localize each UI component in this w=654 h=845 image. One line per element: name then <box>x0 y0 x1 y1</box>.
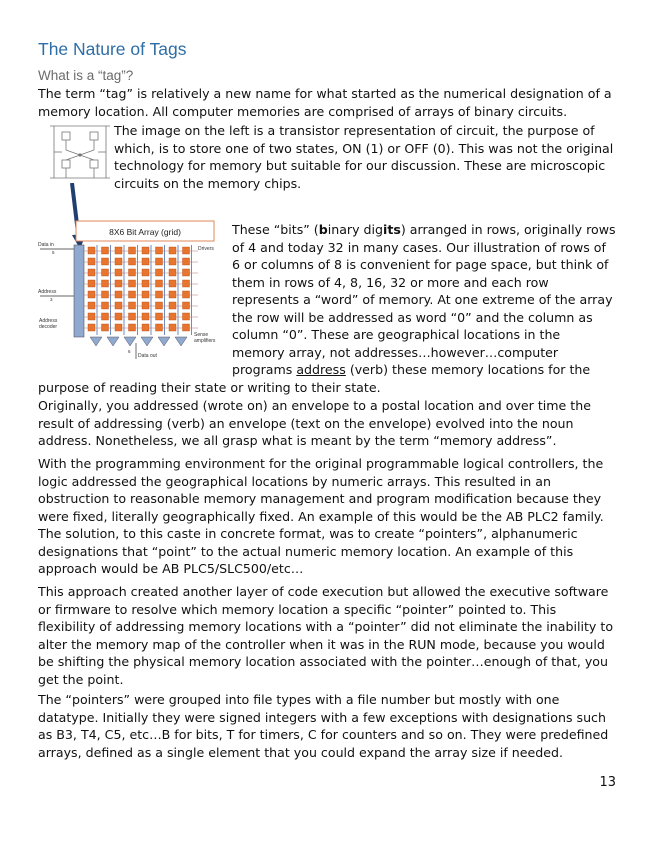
address-decoder-label-1: Address <box>39 318 58 324</box>
page-number: 13 <box>599 775 616 790</box>
transistor-circuit-figure <box>44 120 116 186</box>
data-in-width: 6 <box>52 250 55 255</box>
address-width: 3 <box>50 297 53 302</box>
page-title: The Nature of Tags <box>38 39 187 59</box>
section-subtitle: What is a “tag”? <box>38 68 134 83</box>
paragraph-bits: These “bits” (binary digits) arranged in rows, originally rows of 4 and today 32 in many cases. Our illustration of rows of 6 or columns of 8 is convenient for page space, but think of them in rows of 4, 8, 16, 32 or more and each row represents a “word” of memory. At one extreme of the array the row will be addressed as word “0” and the column as column “0”. These are geographical locations in the memory array, not addresses…however…computer programs address (verb) these memory locations for the purpose of reading their state or writing to their state. <box>38 222 616 395</box>
address-decoder-label-2: decoder <box>39 324 58 330</box>
paragraph-programming: With the programming environment for the original programmable logical controllers, the logic addressed the geographical locations by numeric arrays. This resulted in an obstruction to reasonable memory management and program modification because they were fixed, literally geographically fixed. An example of this would be the AB PLC2 family. The solution, to this caste in concrete format, was to create “pointers”, alphanumeric designations that “point” to the actual numeric memory location. An example of this approach would be AB PLC5/SLC500/etc… <box>38 456 604 576</box>
paragraph-file-types: The “pointers” were grouped into file types with a file number but mostly with one datatype. Initially they were signed integers with a few exceptions with designations such as B3, T4, C5, etc…B for bits, T for timers, C for counters and so on. They were predefined arrays, defined as a single element that you could expand the array size if needed. <box>38 692 609 760</box>
paragraph-pointers: This approach created another layer of code execution but allowed the executive software or firmware to resolve which memory location a specific “pointer” pointed to. This flexibility of addressing memory locations with a “pointer” did not eliminate the inability to alter the memory map of the controller when it was in the RUN mode, because you would be shifting the physical memory location associated with the pointer…enough of that, you get the point. <box>38 584 614 687</box>
sense-amplifiers-label-2: amplifiers <box>194 338 216 344</box>
drivers-label: Drivers <box>198 246 214 252</box>
underlined-word-address: address <box>296 362 346 377</box>
data-in-label: Data in <box>38 242 54 248</box>
paragraph-intro: The term “tag” is relatively a new name for what started as the numerical designation of a memory location. All computer memories are comprised of arrays of binary circuits. <box>38 86 612 119</box>
data-out-label: Data out <box>138 353 157 359</box>
data-out-width: 6 <box>128 349 131 354</box>
paragraph-transistor: The image on the left is a transistor representation of circuit, the purpose of which, is to store one of two states, ON (1) or OFF (0). This was not the original technology for memory but suitable for our discussion. These are microscopic circuits on the memory chips. <box>114 123 614 191</box>
grid-label: 8X6 Bit Array (grid) <box>109 227 181 237</box>
paragraph-envelope: Originally, you addressed (wrote on) an envelope to a postal location and over time the result of addressing (verb) an envelope (text on the envelope) evolved into the noun address. Nonetheless, we all grasp what is meant by the term “memory address”. <box>38 398 591 448</box>
sense-amplifiers-label-1: Sense <box>194 332 209 338</box>
address-label: Address <box>38 289 57 295</box>
